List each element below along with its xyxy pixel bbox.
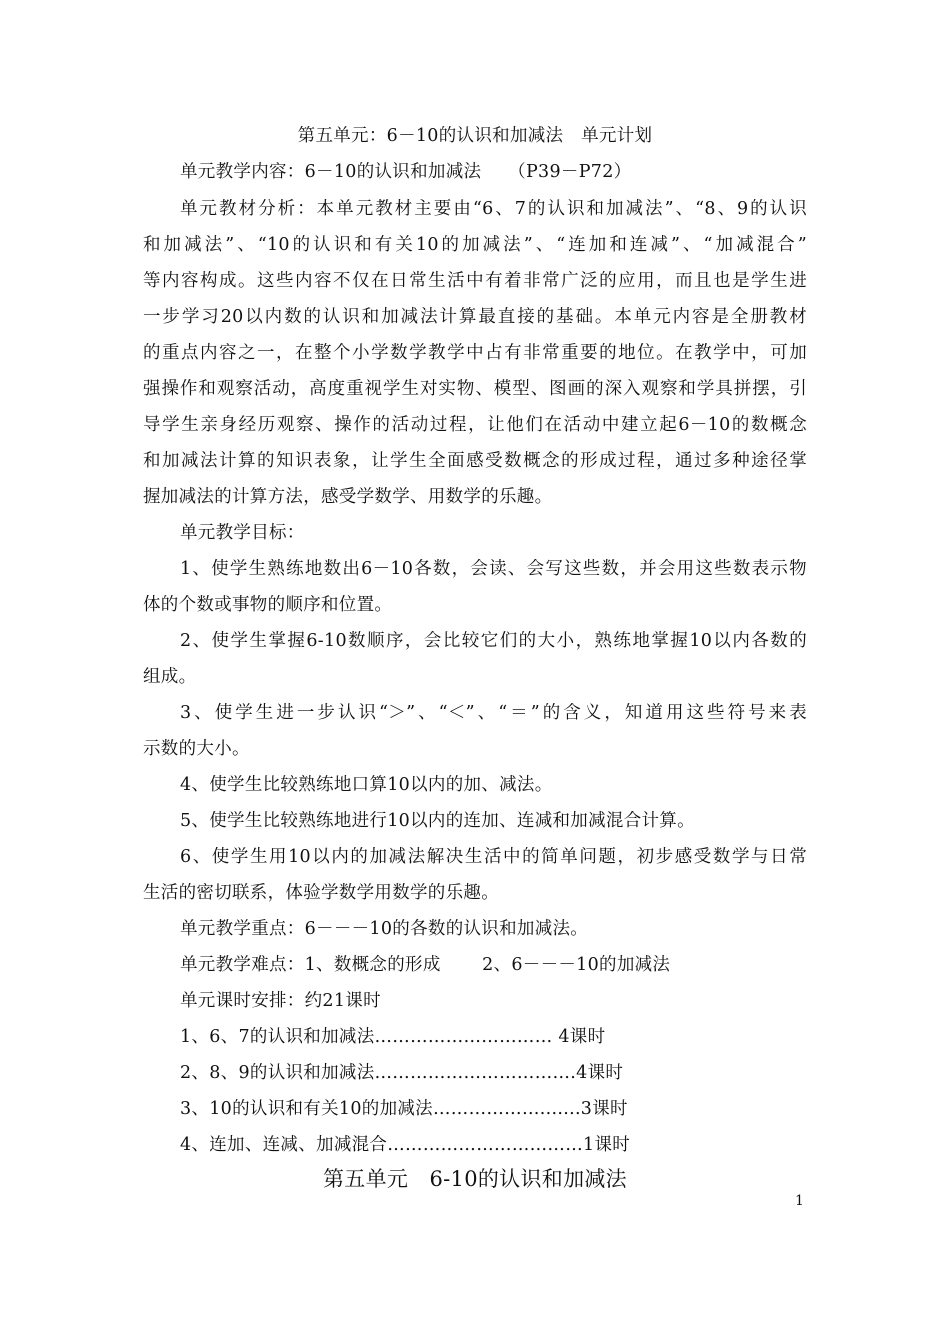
key-points: 单元教学重点：6－－－10的各数的认识和加减法。 [180, 919, 589, 939]
analysis-line: 和加减法计算的知识表象，让学生全面感受数概念的形成过程，通过多种途径掌 [143, 451, 807, 471]
analysis-line: 的重点内容之一，在整个小学数学教学中占有非常重要的地位。在教学中，可加 [143, 343, 807, 363]
objective-item: 生活的密切联系，体验学数学用数学的乐趣。 [143, 883, 499, 903]
analysis-line: 单元教材分析：本单元教材主要由“6、7的认识和加减法”、“8、9的认识 [180, 199, 807, 219]
analysis-line: 导学生亲身经历观察、操作的活动过程，让他们在活动中建立起6－10的数概念 [143, 415, 807, 435]
objective-item: 6、使学生用10以内的加减法解决生活中的简单问题，初步感受数学与日常 [180, 847, 807, 867]
schedule-item: 4、连加、连减、加减混合……………………………1课时 [180, 1135, 631, 1155]
objective-item: 3、使学生进一步认识“＞”、“＜”、“＝”的含义，知道用这些符号来表 [180, 703, 807, 723]
difficulties: 单元教学难点：1、数概念的形成 2、6－－－10的加减法 [180, 955, 671, 975]
unit-plan-title: 第五单元：6－10的认识和加减法 单元计划 [297, 126, 653, 146]
page-number: 1 [795, 1193, 804, 1209]
analysis-line: 强操作和观察活动，高度重视学生对实物、模型、图画的深入观察和学具拼摆，引 [143, 379, 807, 399]
analysis-line: 等内容构成。这些内容不仅在日常生活中有着非常广泛的应用，而且也是学生进 [143, 271, 807, 291]
analysis-line: 和加减法”、“10的认识和有关10的加减法”、“连加和连减”、“加减混合” [143, 235, 807, 255]
schedule-item: 1、6、7的认识和加减法………………………… 4课时 [180, 1027, 606, 1047]
objective-item: 1、使学生熟练地数出6－10各数，会读、会写这些数，并会用这些数表示物 [180, 559, 807, 579]
objective-item: 2、使学生掌握6-10数顺序，会比较它们的大小，熟练地掌握10以内各数的 [180, 631, 807, 651]
schedule-item: 3、10的认识和有关10的加减法……………….......3课时 [180, 1099, 628, 1119]
teaching-content: 单元教学内容：6－10的认识和加减法 （P39－P72） [180, 162, 632, 182]
objective-item: 5、使学生比较熟练地进行10以内的连加、连减和加减混合计算。 [180, 811, 695, 831]
objective-item: 4、使学生比较熟练地口算10以内的加、减法。 [180, 775, 553, 795]
objective-item: 组成。 [143, 667, 197, 687]
schedule-item: 2、8、9的认识和加减法…………………………….4课时 [180, 1063, 624, 1083]
objectives-heading: 单元教学目标： [180, 523, 305, 543]
objective-item: 体的个数或事物的顺序和位置。 [143, 595, 393, 615]
section-title: 第五单元 6-10的认识和加减法 [323, 1167, 627, 1191]
analysis-line: 握加减法的计算方法，感受学数学、用数学的乐趣。 [143, 487, 553, 507]
analysis-line: 一步学习20以内数的认识和加减法计算最直接的基础。本单元内容是全册教材 [143, 307, 807, 327]
lesson-schedule: 单元课时安排：约21课时 [180, 991, 381, 1011]
objective-item: 示数的大小。 [143, 739, 250, 759]
